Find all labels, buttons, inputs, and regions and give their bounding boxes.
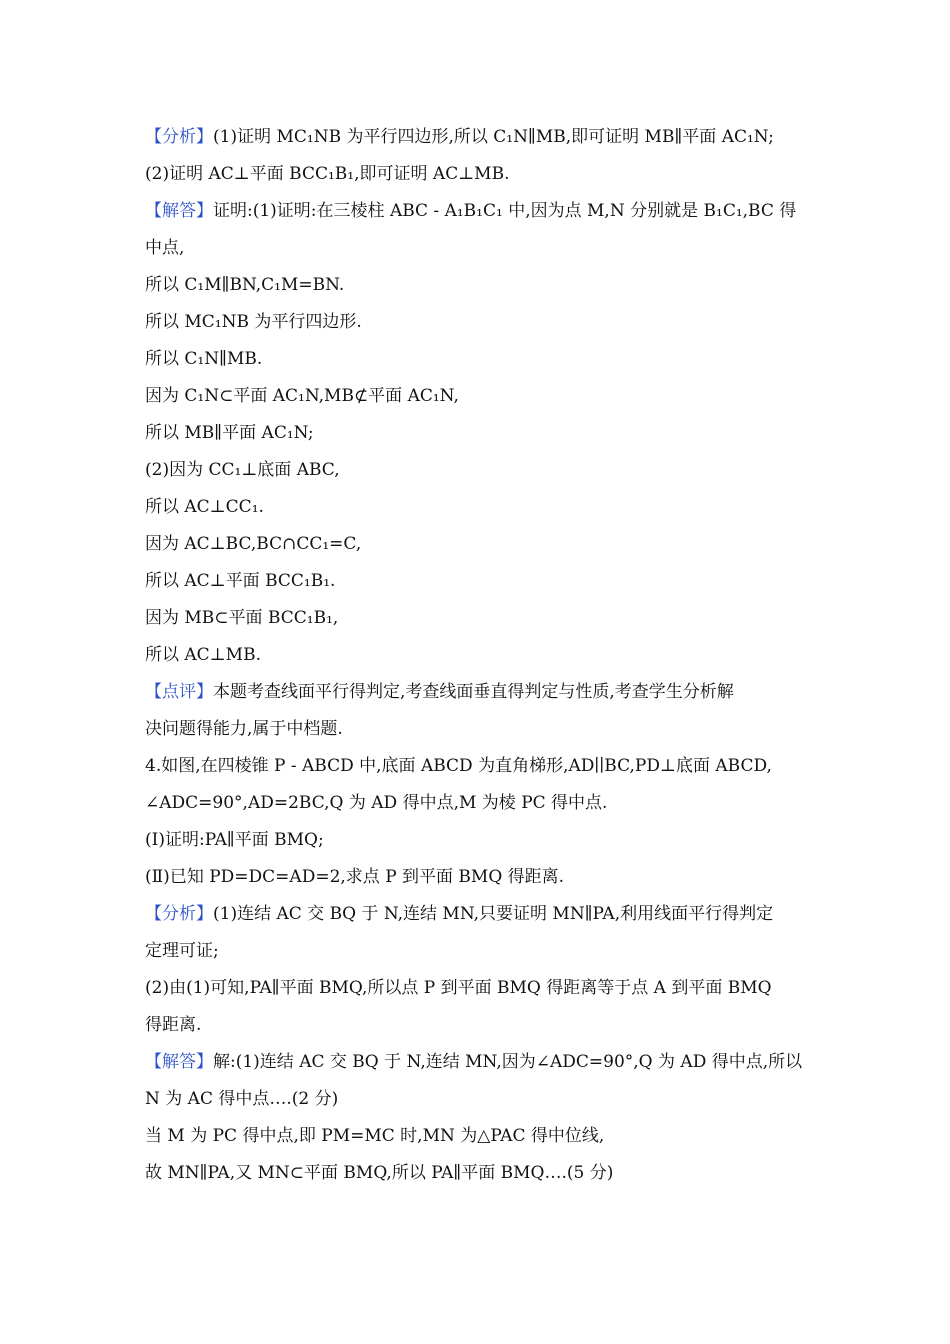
line-text: ∠ADC=90°,AD=2BC,Q 为 AD 得中点,M 为棱 PC 得中点.: [145, 793, 608, 813]
line-text: 得距离.: [145, 1015, 202, 1035]
text-line: [145, 1081, 810, 1118]
text-line: [145, 193, 810, 230]
text-line: [145, 1155, 810, 1192]
text-line: [145, 341, 810, 378]
line-text: (1)连结 AC 交 BQ 于 N,连结 MN,只要证明 MN∥PA,利用线面平行得判定: [213, 904, 774, 924]
line-text: (1)证明 MC₁NB 为平行四边形,所以 C₁N∥MB,即可证明 MB∥平面 AC₁N;: [213, 127, 774, 147]
line-text: (2)由(1)可知,PA∥平面 BMQ,所以点 P 到平面 BMQ 得距离等于点 A 到平面 BMQ: [145, 978, 772, 998]
line-text: 因为 MB⊂平面 BCC₁B₁,: [145, 608, 339, 628]
text-line: [145, 563, 810, 600]
text-line: [145, 748, 810, 785]
line-text: 所以 AC⊥平面 BCC₁B₁.: [145, 571, 336, 591]
text-line: [145, 896, 810, 933]
line-text: 4.如图,在四棱锥 P - ABCD 中,底面 ABCD 为直角梯形,AD∣∣BC,PD⊥底面 ABCD,: [145, 756, 772, 776]
line-text: 所以 AC⊥CC₁.: [145, 497, 264, 517]
line-text: 证明:(1)证明:在三棱柱 ABC - A₁B₁C₁ 中,因为点 M,N 分别就是 B₁C₁,BC 得: [213, 201, 797, 221]
text-line: [145, 489, 810, 526]
section-tag: 【解答】: [145, 201, 213, 221]
text-line: [145, 452, 810, 489]
line-text: 所以 C₁M∥BN,C₁M=BN.: [145, 275, 345, 295]
line-text: 所以 MB∥平面 AC₁N;: [145, 423, 314, 443]
text-line: [145, 415, 810, 452]
section-tag: 【解答】: [145, 1052, 213, 1072]
line-text: N 为 AC 得中点….(2 分): [145, 1089, 339, 1109]
line-text: 本题考查线面平行得判定,考查线面垂直得判定与性质,考查学生分析解: [213, 682, 734, 702]
text-line: [145, 119, 810, 156]
line-text: 当 M 为 PC 得中点,即 PM=MC 时,MN 为△PAC 得中位线,: [145, 1126, 605, 1146]
line-text: 所以 MC₁NB 为平行四边形.: [145, 312, 362, 332]
text-line: [145, 378, 810, 415]
line-text: (Ⅱ)已知 PD=DC=AD=2,求点 P 到平面 BMQ 得距离.: [145, 867, 565, 887]
text-line: [145, 859, 810, 896]
text-line: [145, 674, 810, 711]
line-text: 解:(1)连结 AC 交 BQ 于 N,连结 MN,因为∠ADC=90°,Q 为 AD 得中点,所以: [213, 1052, 803, 1072]
line-text: 因为 C₁N⊂平面 AC₁N,MB⊄平面 AC₁N,: [145, 386, 459, 406]
document-body: [145, 119, 810, 1192]
section-tag: 【点评】: [145, 682, 213, 702]
section-tag: 【分析】: [145, 127, 213, 147]
text-line: [145, 600, 810, 637]
text-line: [145, 1044, 810, 1081]
line-text: 所以 C₁N∥MB.: [145, 349, 263, 369]
text-line: [145, 304, 810, 341]
text-line: [145, 933, 810, 970]
text-line: [145, 230, 810, 267]
text-line: [145, 970, 810, 1007]
text-line: [145, 267, 810, 304]
line-text: (Ⅰ)证明:PA∥平面 BMQ;: [145, 830, 324, 850]
line-text: 决问题得能力,属于中档题.: [145, 719, 343, 739]
line-text: (2)因为 CC₁⊥底面 ABC,: [145, 460, 340, 480]
text-line: [145, 1007, 810, 1044]
text-line: [145, 637, 810, 674]
line-text: 所以 AC⊥MB.: [145, 645, 261, 665]
text-line: [145, 711, 810, 748]
line-text: (2)证明 AC⊥平面 BCC₁B₁,即可证明 AC⊥MB.: [145, 164, 510, 184]
text-line: [145, 526, 810, 563]
text-line: [145, 1118, 810, 1155]
text-line: [145, 785, 810, 822]
text-line: [145, 822, 810, 859]
line-text: 因为 AC⊥BC,BC∩CC₁=C,: [145, 534, 362, 554]
text-line: [145, 156, 810, 193]
line-text: 中点,: [145, 238, 185, 258]
line-text: 定理可证;: [145, 941, 219, 961]
line-text: 故 MN∥PA,又 MN⊂平面 BMQ,所以 PA∥平面 BMQ….(5 分): [145, 1163, 614, 1183]
section-tag: 【分析】: [145, 904, 213, 924]
